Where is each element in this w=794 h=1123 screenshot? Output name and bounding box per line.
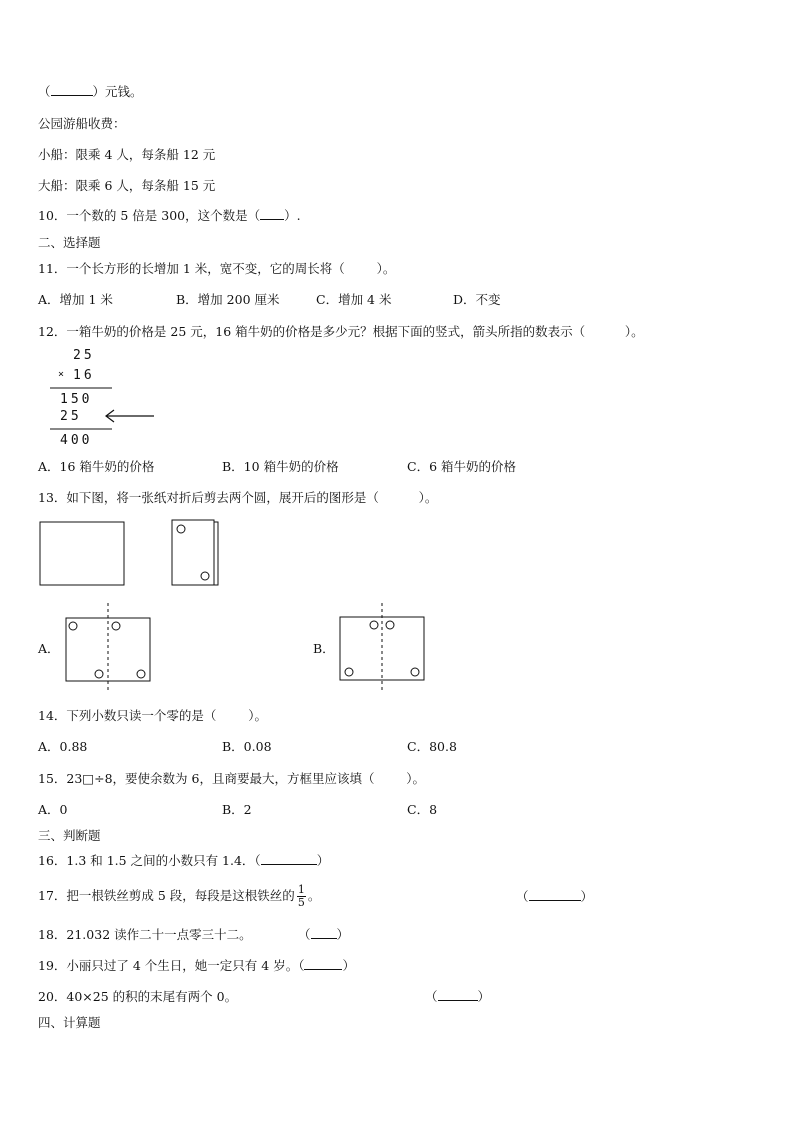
q15-option-b[interactable]: B．2: [222, 802, 252, 817]
question-19-stem: 19．小丽只过了 4 个生日，她一定只有 4 岁。（: [38, 958, 305, 973]
bracket-open: （: [425, 989, 438, 1004]
answer-blank[interactable]: [304, 958, 342, 970]
q20-answer: [425, 989, 490, 1005]
answer-unit: ）元钱。: [92, 84, 143, 99]
question-12-stem: 12．一箱牛奶的价格是 25 元，16 箱牛奶的价格是多少元？根据下面的竖式，箭头所指的数表示（ ）。: [38, 324, 644, 339]
q11-option-b[interactable]: B．增加 200 厘米: [176, 292, 280, 307]
calc-row-1: 25: [73, 348, 95, 363]
calc-row-2: 16: [73, 368, 95, 383]
question-19: [38, 958, 355, 974]
section-3-heading: 三、判断题: [38, 828, 101, 843]
hole: [69, 622, 77, 630]
q12-option-a[interactable]: A．16 箱牛奶的价格: [38, 459, 155, 474]
question-17-stem: 17．把一根铁丝剪成 5 段，每段是这根铁丝的: [38, 888, 295, 903]
fraction: [297, 884, 306, 909]
calc-row-5: 400: [60, 433, 93, 448]
question-16: [38, 853, 329, 869]
q12-option-c[interactable]: C．6 箱牛奶的价格: [407, 459, 516, 474]
q13-option-b[interactable]: B．: [313, 641, 335, 656]
q11-option-d[interactable]: D．不变: [453, 292, 501, 307]
big-boat-info: 大船：限乘 6 人，每条船 15 元: [38, 178, 216, 193]
q14-option-b[interactable]: B．0.08: [222, 739, 272, 754]
q12-option-b[interactable]: B．10 箱牛奶的价格: [222, 459, 339, 474]
question-17-end: 。: [307, 888, 321, 903]
fraction-denominator: 5: [297, 896, 305, 909]
fraction-numerator: 1: [297, 883, 305, 896]
bracket-open: （: [298, 927, 311, 942]
paper-sheet: [40, 522, 124, 585]
hole: [411, 668, 419, 676]
question-10-stem: 10．一个数的 5 倍是 300，这个数是（: [38, 208, 261, 223]
park-title: 公园游船收费：: [38, 116, 126, 131]
hole: [95, 670, 103, 678]
hole: [370, 621, 378, 629]
q14-option-c[interactable]: C．80.8: [407, 739, 457, 754]
bracket-close: ）: [336, 927, 350, 942]
question-14-stem: 14．下列小数只读一个零的是（ ）。: [38, 708, 267, 723]
question-18-stem: 18．21.032 读作二十一点零三十二。: [38, 927, 252, 942]
hole: [345, 668, 353, 676]
question-11-stem: 11．一个长方形的长增加 1 米，宽不变，它的周长将（ ）。: [38, 261, 396, 276]
bracket-close: ）: [342, 958, 355, 973]
answer-blank[interactable]: [438, 989, 478, 1001]
bracket-close: ）: [316, 853, 330, 868]
answer-blank[interactable]: [311, 927, 337, 939]
bracket-close: ）: [477, 989, 491, 1004]
q14-option-a[interactable]: A．0.88: [38, 739, 88, 754]
answer-blank[interactable]: [529, 889, 581, 901]
q17-answer: [516, 889, 593, 905]
section-2-heading: 二、选择题: [38, 235, 101, 250]
question-13-stem: 13．如下图，将一张纸对折后剪去两个圆，展开后的图形是（ ）。: [38, 490, 438, 505]
bracket-close: ）: [580, 889, 594, 904]
bracket-open: （: [38, 84, 51, 99]
q11-option-a[interactable]: A．增加 1 米: [38, 292, 113, 307]
q11-option-c[interactable]: C．增加 4 米: [316, 292, 392, 307]
hole: [386, 621, 394, 629]
bracket-open: （: [516, 889, 529, 904]
question-16-stem: 16．1.3 和 1.5 之间的小数只有 1.4．（: [38, 853, 261, 868]
bracket-close: ）.: [284, 208, 301, 223]
small-boat-info: 小船：限乘 4 人，每条船 12 元: [38, 147, 216, 162]
answer-blank[interactable]: [261, 853, 317, 865]
calc-row-4: 25: [60, 409, 82, 424]
hole: [112, 622, 120, 630]
section-4-heading: 四、计算题: [38, 1015, 101, 1030]
calc-row-3: 150: [60, 392, 93, 407]
folded-paper: [172, 520, 214, 585]
q18-answer: [298, 927, 349, 943]
q13-option-a[interactable]: A．: [38, 641, 60, 656]
question-20-stem: 20．40×25 的积的末尾有两个 0。: [38, 989, 238, 1004]
question-17: [38, 883, 320, 909]
question-15-stem: 15．23□÷8，要使余数为 6，且商要最大，方框里应该填（ ）。: [38, 771, 426, 786]
q15-option-a[interactable]: A．0: [38, 802, 68, 817]
multiply-sign: ×: [58, 369, 68, 380]
q15-option-c[interactable]: C．8: [407, 802, 438, 817]
hole: [137, 670, 145, 678]
